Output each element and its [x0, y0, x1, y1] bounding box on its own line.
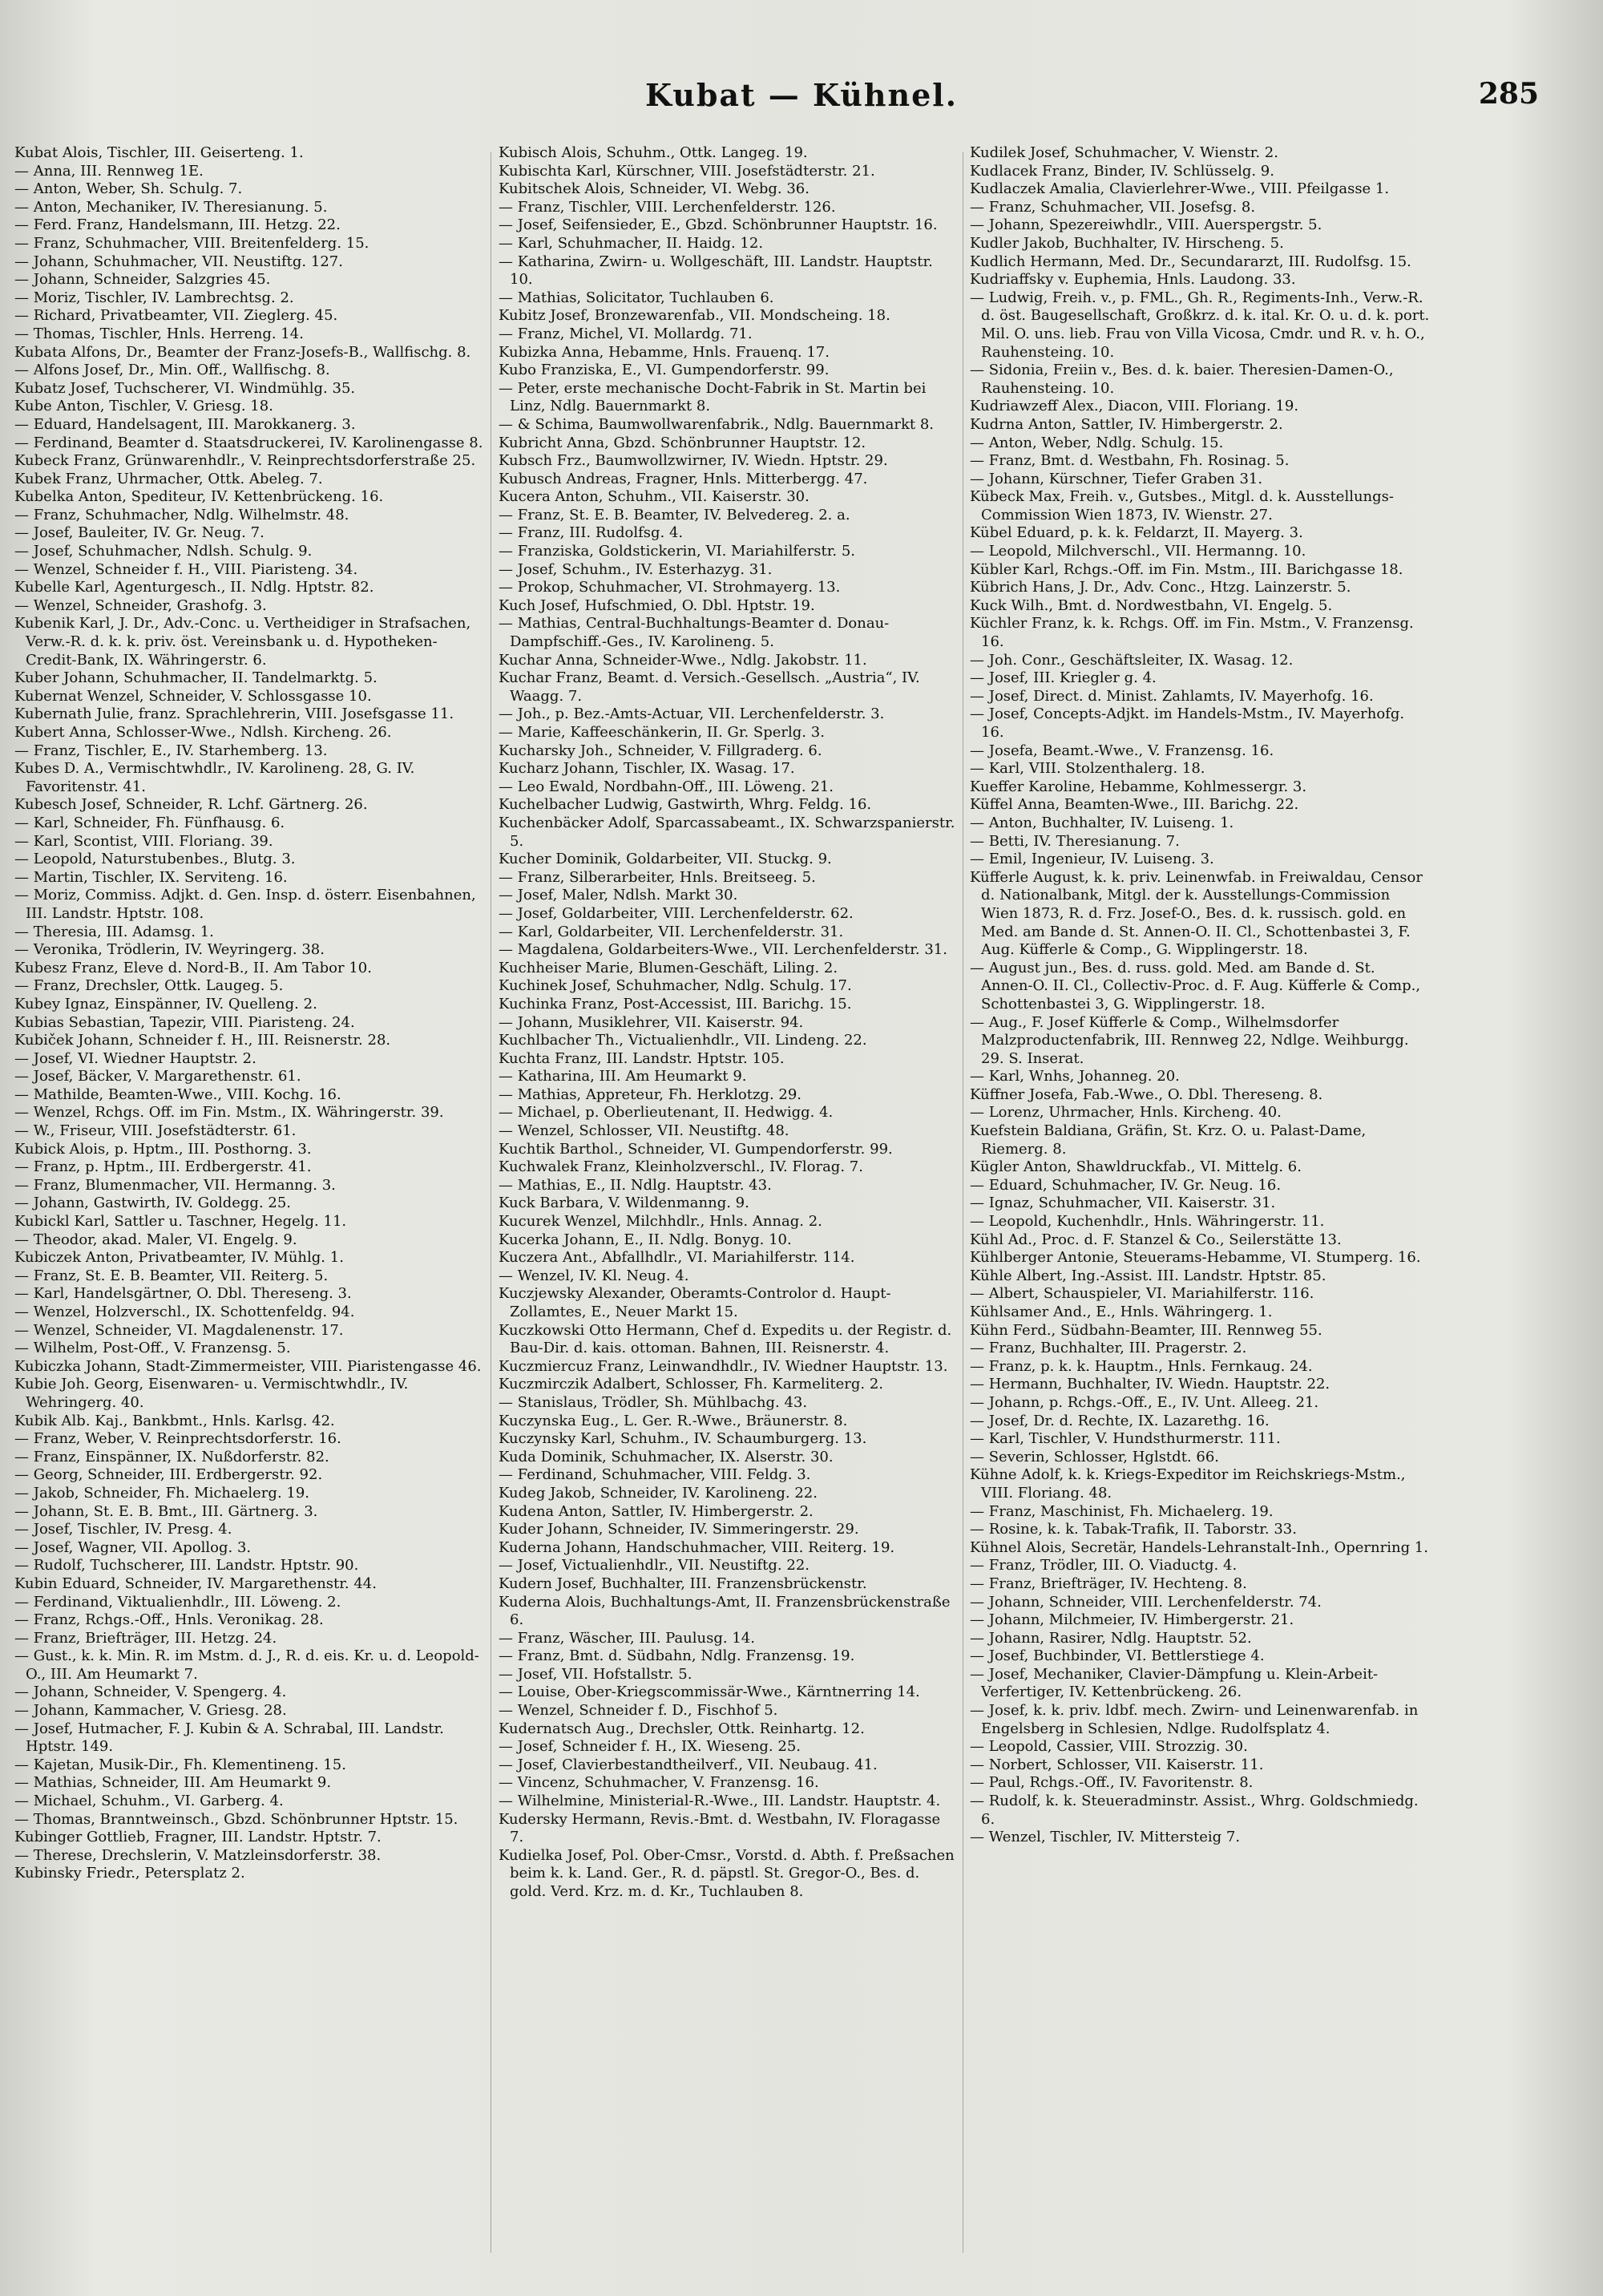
directory-entry: — Franz, Tischler, E., IV. Starhemberg. 13. — [14, 742, 328, 759]
directory-entry: — Franz, III. Rudolfsg. 4. — [499, 524, 684, 542]
directory-entry: Kudlacek Franz, Binder, IV. Schlüsselg. 9. — [970, 162, 1274, 180]
directory-entry: — Franz, Einspänner, IX. Nußdorferstr. 82. — [14, 1448, 329, 1465]
directory-entry: Kudielka Josef, Pol. Ober-Cmsr., Vorstd. d. Abth. f. Preßsachen beim k. k. Land. Ger., R. d. päpstl. St. Gregor-O., Bes. d. gold. Verd. Krz. m. d. Kr., Tuchlauben 8. — [499, 1846, 955, 1900]
directory-entry: — Josef, Buchbinder, VI. Bettlerstiege 4. — [970, 1647, 1265, 1665]
directory-entry: — Kajetan, Musik-Dir., Fh. Klementineng. 15. — [14, 1756, 346, 1773]
directory-entry: Küfferle August, k. k. priv. Leinenwfab. in Freiwaldau, Censor d. Nationalbank, Mitgl. der k. Ausstellungs-Commission Wien 1873, R. d. Frz. Josef-O., Bes. d. k. russisch. gold. en Med. am Bande d. St. Annen-O. II. Cl., Schottenbastei 3, F. Aug. Küfferle & Comp., G. Wipplingerstr. 18. — [970, 868, 1423, 959]
directory-entry: — Wenzel, Schlosser, VII. Neustiftg. 48. — [499, 1122, 789, 1140]
directory-entry: — Albert, Schauspieler, VI. Mariahilferstr. 116. — [970, 1285, 1314, 1303]
directory-entry: Kubricht Anna, Gbzd. Schönbrunner Hauptstr. 12. — [499, 434, 866, 451]
directory-entry: — Josef, Maler, Ndlsh. Markt 30. — [499, 887, 738, 904]
directory-entry: — Leopold, Milchverschl., VII. Hermanng. 10. — [970, 543, 1306, 560]
directory-entry: Kubeck Franz, Grünwarenhdlr., V. Reinprechtsdorferstraße 25. — [14, 452, 476, 470]
directory-entry: Kubenik Karl, J. Dr., Adv.-Conc. u. Vertheidiger in Strafsachen, Verw.-R. d. k. k. priv. öst. Vereinsbank u. d. Hypotheken-Credit-Bank, IX. Währingerstr. 6. — [14, 615, 471, 669]
directory-entry: Kubek Franz, Uhrmacher, Ottk. Abeleg. 7. — [14, 470, 323, 487]
directory-entry: Kubinger Gottlieb, Fragner, III. Landstr. Hptstr. 7. — [14, 1829, 382, 1846]
directory-entry: — Moriz, Commiss. Adjkt. d. Gen. Insp. d. österr. Eisenbahnen, III. Landstr. Hptstr. 108. — [14, 887, 476, 922]
directory-entry: — Ludwig, Freih. v., p. FML., Gh. R., Regiments-Inh., Verw.-R. d. öst. Baugesellschaft, Großkrz. d. k. ital. Kr. O. u. d. k. port. Mil. O. uns. lieb. Frau von Villa Vicosa, Cmdr. und R. v. h. O., Rauhensteing. 10. — [970, 289, 1430, 361]
directory-entry: — Franz, Trödler, III. O. Viaductg. 4. — [970, 1557, 1238, 1574]
directory-entry: — Franz, St. E. B. Beamter, VII. Reiterg. 5. — [14, 1267, 329, 1284]
directory-entry: — Therese, Drechslerin, V. Matzleinsdorferstr. 38. — [14, 1846, 382, 1864]
directory-entry: — Wenzel, Schneider, Grashofg. 3. — [14, 596, 267, 614]
directory-entry: Kuchinka Franz, Post-Accessist, III. Barichg. 15. — [499, 995, 852, 1013]
directory-entry: — Emil, Ingenieur, IV. Luiseng. 3. — [970, 851, 1214, 868]
directory-entry: — Franz, Bmt. d. Westbahn, Fh. Rosinag. 5. — [970, 452, 1290, 470]
directory-entry: Kubickl Karl, Sattler u. Taschner, Hegelg. 11. — [14, 1213, 347, 1231]
directory-entry: — Franz, Schuhmacher, Ndlg. Wilhelmstr. 48. — [14, 506, 349, 523]
directory-entry: — Josef, Bäcker, V. Margarethenstr. 61. — [14, 1068, 301, 1085]
directory-entry: Kudernatsch Aug., Drechsler, Ottk. Reinhartg. 12. — [499, 1720, 865, 1737]
directory-entry: — Leopold, Kuchenhdlr., Hnls. Währingerstr. 11. — [970, 1213, 1325, 1231]
directory-entry: — Moriz, Tischler, IV. Lambrechtsg. 2. — [14, 289, 294, 306]
directory-entry: Kudriaffsky v. Euphemia, Hnls. Laudong. 33. — [970, 271, 1296, 289]
directory-entry: Kühnel Alois, Secretär, Handels-Lehranstalt-Inh., Opernring 1. — [970, 1538, 1428, 1556]
directory-entry: — Richard, Privatbeamter, VII. Zieglerg. 45. — [14, 307, 338, 325]
directory-entry: Kudersky Hermann, Revis.-Bmt. d. Westbahn, IV. Floragasse 7. — [499, 1810, 941, 1846]
directory-entry: Kübeck Max, Freih. v., Gutsbes., Mitgl. d. k. Ausstellungs-Commission Wien 1873, IV. Wienstr. 27. — [970, 488, 1394, 523]
directory-entry: — Johann, Rasirer, Ndlg. Hauptstr. 52. — [970, 1629, 1252, 1647]
directory-entry: Kubinsky Friedr., Petersplatz 2. — [14, 1865, 245, 1882]
directory-entry: — Josef, Bauleiter, IV. Gr. Neug. 7. — [14, 524, 264, 542]
directory-entry: — Wilhelmine, Ministerial-R.-Wwe., III. Landstr. Hauptstr. 4. — [499, 1793, 941, 1810]
directory-entry: — Franz, Wäscher, III. Paulusg. 14. — [499, 1629, 755, 1647]
directory-entry: — Gust., k. k. Min. R. im Mstm. d. J., R. d. eis. Kr. u. d. Leopold-O., III. Am Heumarkt 7. — [14, 1647, 479, 1683]
directory-entry: — Marie, Kaffeeschänkerin, II. Gr. Sperlg. 3. — [499, 724, 825, 741]
directory-entry: Kuczjewsky Alexander, Oberamts-Controlor d. Haupt-Zollamtes, E., Neuer Markt 15. — [499, 1285, 891, 1320]
directory-entry: — Franz, p. k. k. Hauptm., Hnls. Fernkaug. 24. — [970, 1357, 1313, 1375]
directory-entry: Kühlsamer And., E., Hnls. Währingerg. 1. — [970, 1304, 1273, 1320]
directory-entry: — Karl, Schuhmacher, II. Haidg. 12. — [499, 234, 764, 252]
directory-entry: Kubiček Johann, Schneider f. H., III. Reisnerstr. 28. — [14, 1032, 391, 1049]
directory-entry: Kudlich Hermann, Med. Dr., Secundararzt, III. Rudolfsg. 15. — [970, 253, 1411, 270]
directory-entry: — Peter, erste mechanische Docht-Fabrik in St. Martin bei Linz, Ndlg. Bauernmarkt 8. — [499, 379, 927, 415]
directory-entry: — Theresia, III. Adamsg. 1. — [14, 923, 214, 940]
directory-entry: — Eduard, Handelsagent, III. Marokkanerg. 3. — [14, 415, 356, 433]
directory-entry: — Michael, p. Oberlieutenant, II. Hedwigg. 4. — [499, 1104, 834, 1122]
directory-entry: — Johann, Schneider, Salzgries 45. — [14, 271, 271, 289]
directory-entry: Kuderna Johann, Handschuhmacher, VIII. Reiterg. 19. — [499, 1538, 895, 1556]
directory-entry: — Wenzel, IV. Kl. Neug. 4. — [499, 1267, 689, 1284]
directory-entry: — Josef, Schneider f. H., IX. Wieseng. 25. — [499, 1738, 801, 1756]
directory-entry: Kubata Alfons, Dr., Beamter der Franz-Josefs-B., Wallfischg. 8. — [14, 343, 471, 361]
directory-entry: — Franz, Maschinist, Fh. Michaelerg. 19. — [970, 1502, 1274, 1520]
directory-entry: — Karl, Schneider, Fh. Fünfhausg. 6. — [14, 814, 285, 831]
directory-entry: Kubesch Josef, Schneider, R. Lchf. Gärtnerg. 26. — [14, 796, 368, 814]
directory-entry: Kucharsky Joh., Schneider, V. Fillgraderg. 6. — [499, 742, 822, 759]
directory-entry: Kubsch Frz., Baumwollzwirner, IV. Wiedn. Hptstr. 29. — [499, 452, 888, 470]
directory-entry: — Michael, Schuhm., VI. Garberg. 4. — [14, 1793, 284, 1810]
directory-entry: Kubusch Andreas, Fragner, Hnls. Mitterbergg. 47. — [499, 470, 868, 487]
directory-entry: — Franz, Briefträger, IV. Hechteng. 8. — [970, 1574, 1247, 1592]
directory-entry: — Franz, Drechsler, Ottk. Laugeg. 5. — [14, 977, 284, 995]
directory-entry: Kuczkowski Otto Hermann, Chef d. Expedits u. der Registr. d. Bau-Dir. d. kais. ottoman. Bahnen, III. Reisnerstr. 4. — [499, 1321, 952, 1357]
directory-entry: Kudler Jakob, Buchhalter, IV. Hirscheng. 5. — [970, 234, 1284, 252]
directory-entry: — Martin, Tischler, IX. Serviteng. 16. — [14, 868, 288, 886]
directory-entry: — Ferdinand, Schuhmacher, VIII. Feldg. 3. — [499, 1466, 811, 1484]
directory-entry: Kuchta Franz, III. Landstr. Hptstr. 105. — [499, 1049, 785, 1067]
directory-entry: — Eduard, Schuhmacher, IV. Gr. Neug. 16. — [970, 1176, 1282, 1194]
directory-entry: — Johann, Kürschner, Tiefer Graben 31. — [970, 470, 1263, 487]
directory-entry: — Jakob, Schneider, Fh. Michaelerg. 19. — [14, 1484, 310, 1502]
directory-entry: — Franz, Weber, V. Reinprechtsdorferstr. 16. — [14, 1430, 341, 1448]
directory-entry: — Ferd. Franz, Handelsmann, III. Hetzg. 22. — [14, 216, 341, 234]
directory-entry: Kucerka Johann, E., II. Ndlg. Bonyg. 10. — [499, 1231, 792, 1248]
directory-entry: — Veronika, Trödlerin, IV. Weyringerg. 38. — [14, 941, 325, 959]
directory-entry: — Theodor, akad. Maler, VI. Engelg. 9. — [14, 1231, 297, 1248]
directory-entry: Kuchar Anna, Schneider-Wwe., Ndlg. Jakobstr. 11. — [499, 651, 867, 669]
directory-entry: Kuefstein Baldiana, Gräfin, St. Krz. O. u. Palast-Dame, Riemerg. 8. — [970, 1122, 1367, 1158]
directory-entry: Kubischta Karl, Kürschner, VIII. Josefstädterstr. 21. — [499, 162, 875, 180]
directory-entry: — Johann, Schneider, V. Spengerg. 4. — [14, 1684, 287, 1701]
directory-entry: — Johann, Musiklehrer, VII. Kaiserstr. 94. — [499, 1013, 804, 1031]
directory-entry: — Josef, Direct. d. Minist. Zahlamts, IV. Mayerhofg. 16. — [970, 687, 1374, 705]
directory-entry: — Josef, III. Kriegler g. 4. — [970, 669, 1157, 687]
directory-entry: Kueffer Karoline, Hebamme, Kohlmessergr. 3. — [970, 778, 1307, 795]
directory-entry: — Anton, Mechaniker, IV. Theresianung. 5. — [14, 198, 328, 216]
directory-entry: Kudrna Anton, Sattler, IV. Himbergerstr. 2. — [970, 415, 1283, 433]
directory-entry: Kudeg Jakob, Schneider, IV. Karolineng. 22. — [499, 1484, 818, 1502]
directory-entry: Kuczynsky Karl, Schuhm., IV. Schaumburgerg. 13. — [499, 1430, 867, 1448]
directory-entry: Kubert Anna, Schlosser-Wwe., Ndlsh. Kircheng. 26. — [14, 724, 392, 741]
directory-entry: Kuczmiercuz Franz, Leinwandhdlr., IV. Wiedner Hauptstr. 13. — [499, 1357, 948, 1375]
directory-entry: Kucurek Wenzel, Milchhdlr., Hnls. Annag. 2. — [499, 1213, 822, 1231]
directory-entry: Kudena Anton, Sattler, IV. Himbergerstr. 2. — [499, 1502, 814, 1520]
directory-entry: — Leo Ewald, Nordbahn-Off., III. Löweng. 21. — [499, 778, 834, 795]
directory-entry: — Hermann, Buchhalter, IV. Wiedn. Hauptstr. 22. — [970, 1376, 1330, 1393]
directory-entry: — Josef, Schuhm., IV. Esterhazyg. 31. — [499, 560, 773, 578]
directory-entry: — Franz, Bmt. d. Südbahn, Ndlg. Franzensg. 19. — [499, 1647, 855, 1665]
page-header — [32, 77, 1571, 133]
directory-entry: Kubes D. A., Vermischtwhdlr., IV. Karolineng. 28, G. IV. Favoritenstr. 41. — [14, 760, 415, 795]
directory-entry: — Leopold, Cassier, VIII. Strozzig. 30. — [970, 1738, 1248, 1756]
directory-entry: — Rosine, k. k. Tabak-Trafik, II. Taborstr. 33. — [970, 1521, 1297, 1538]
directory-entry: — Anton, Buchhalter, IV. Luiseng. 1. — [970, 814, 1234, 831]
directory-entry: Kügler Anton, Shawldruckfab., VI. Mittelg. 6. — [970, 1158, 1302, 1176]
directory-entry: — Magdalena, Goldarbeiters-Wwe., VII. Lerchenfelderstr. 31. — [499, 941, 947, 959]
directory-entry: — Stanislaus, Trödler, Sh. Mühlbachg. 43. — [499, 1393, 808, 1411]
directory-entry: Kuchtik Barthol., Schneider, VI. Gumpendorferstr. 99. — [499, 1140, 893, 1158]
directory-entry: — Franziska, Goldstickerin, VI. Mariahilferstr. 5. — [499, 543, 856, 560]
directory-entry: Kuczynska Eug., L. Ger. R.-Wwe., Bräunerstr. 8. — [499, 1412, 848, 1429]
directory-entry: Kubatz Josef, Tuchscherer, VI. Windmühlg. 35. — [14, 379, 356, 397]
directory-entry: Kuch Josef, Hufschmied, O. Dbl. Hptstr. 19. — [499, 596, 815, 614]
directory-entry: — Johann, Gastwirth, IV. Goldegg. 25. — [14, 1194, 292, 1212]
running-title: Kubat — Kühnel. — [645, 77, 958, 113]
directory-entry: — Wilhelm, Post-Off., V. Franzensg. 5. — [14, 1340, 291, 1357]
directory-entry: — Sidonia, Freiin v., Bes. d. k. baier. Theresien-Damen-O., Rauhensteing. 10. — [970, 362, 1394, 397]
directory-entry: — Josef, Goldarbeiter, VIII. Lerchenfelderstr. 62. — [499, 904, 854, 922]
directory-entry: Kube Anton, Tischler, V. Griesg. 18. — [14, 398, 273, 415]
directory-entry: Kühne Adolf, k. k. Kriegs-Expeditor im Reichskriegs-Mstm., VIII. Floriang. 48. — [970, 1466, 1406, 1502]
directory-entry: — Josef, Victualienhdlr., VII. Neustiftg. 22. — [499, 1557, 810, 1574]
directory-entry: — August jun., Bes. d. russ. gold. Med. am Bande d. St. Annen-O. II. Cl., Collectiv-Proc. d. F. Aug. Küfferle & Comp., Schottenbastei 3, G. Wipplingerstr. 18. — [970, 959, 1421, 1013]
directory-entry: — Josef, Tischler, IV. Presg. 4. — [14, 1521, 232, 1538]
directory-entry: Kuchlbacher Th., Victualienhdlr., VII. Lindeng. 22. — [499, 1032, 867, 1049]
directory-entry: Kubick Alois, p. Hptm., III. Posthorng. 3. — [14, 1140, 312, 1158]
directory-entry: Kübrich Hans, J. Dr., Adv. Conc., Htzg. Lainzerstr. 5. — [970, 579, 1351, 596]
directory-entry: Kübler Karl, Rchgs.-Off. im Fin. Mstm., III. Barichgasse 18. — [970, 560, 1403, 578]
directory-entry: — Prokop, Schuhmacher, VI. Strohmayerg. 13. — [499, 579, 841, 596]
directory-entry: — Ferdinand, Viktualienhdlr., III. Löweng. 2. — [14, 1593, 341, 1611]
directory-entry: — Johann, Kammacher, V. Griesg. 28. — [14, 1702, 287, 1720]
directory-entry: — Lorenz, Uhrmacher, Hnls. Kircheng. 40. — [970, 1104, 1282, 1122]
directory-entry: — Anna, III. Rennweg 1E. — [14, 162, 204, 180]
directory-entry: Kubo Franziska, E., VI. Gumpendorferstr. 99. — [499, 362, 830, 379]
directory-entry: — Paul, Rchgs.-Off., IV. Favoritenstr. 8. — [970, 1774, 1254, 1792]
directory-entry: — Johann, Schuhmacher, VII. Neustiftg. 127. — [14, 253, 343, 270]
directory-entry: — Severin, Schlosser, Hglstdt. 66. — [970, 1448, 1219, 1465]
directory-entry: Kuck Barbara, V. Wildenmanng. 9. — [499, 1194, 749, 1212]
directory-entry: — Johann, Spezereiwhdlr., VIII. Auerspergstr. 5. — [970, 216, 1322, 234]
directory-entry: — & Schima, Baumwollwarenfabrik., Ndlg. Bauernmarkt 8. — [499, 415, 935, 433]
directory-entry: — Anton, Weber, Ndlg. Schulg. 15. — [970, 434, 1224, 451]
directory-entry: Kuber Johann, Schuhmacher, II. Tandelmarktg. 5. — [14, 669, 378, 687]
directory-entry: — Katharina, III. Am Heumarkt 9. — [499, 1068, 747, 1085]
directory-entry: Kubelle Karl, Agenturgesch., II. Ndlg. Hptstr. 82. — [14, 579, 374, 596]
directory-entry: — Anton, Weber, Sh. Schulg. 7. — [14, 180, 243, 198]
directory-entry: — Joh., p. Bez.-Amts-Actuar, VII. Lerchenfelderstr. 3. — [499, 705, 885, 723]
directory-entry: — Mathilde, Beamten-Wwe., VIII. Kochg. 16. — [14, 1085, 341, 1103]
directory-entry: Küffner Josefa, Fab.-Wwe., O. Dbl. Thereseng. 8. — [970, 1085, 1323, 1103]
directory-entry: Küchler Franz, k. k. Rchgs. Off. im Fin. Mstm., V. Franzensg. 16. — [970, 615, 1414, 651]
directory-entry: — Mathias, E., II. Ndlg. Hauptstr. 43. — [499, 1176, 772, 1194]
directory-entry: Kuchheiser Marie, Blumen-Geschäft, Liling. 2. — [499, 959, 838, 976]
directory-entry: — Franz, Schuhmacher, VII. Josefsg. 8. — [970, 198, 1256, 216]
directory-entry: Kubernath Julie, franz. Sprachlehrerin, VIII. Josefsgasse 11. — [14, 705, 454, 723]
directory-entry: — Betti, IV. Theresianung. 7. — [970, 832, 1180, 850]
directory-entry: — Karl, Goldarbeiter, VII. Lerchenfelderstr. 31. — [499, 923, 844, 940]
directory-entry: Kubisch Alois, Schuhm., Ottk. Langeg. 19. — [499, 144, 808, 161]
directory-entry: Kuchinek Josef, Schuhmacher, Ndlg. Schulg. 17. — [499, 977, 852, 995]
directory-entry: — Aug., F. Josef Küfferle & Comp., Wilhelmsdorfer Malzproductenfabrik, III. Rennweg 22, Ndlge. Weihburgg. 29. S. Inserat. — [970, 1013, 1409, 1067]
directory-entry: Kucera Anton, Schuhm., VII. Kaiserstr. 30. — [499, 488, 810, 506]
directory-entry: Kubik Alb. Kaj., Bankbmt., Hnls. Karlsg. 42. — [14, 1412, 335, 1429]
directory-entry: Kuder Johann, Schneider, IV. Simmeringerstr. 29. — [499, 1521, 859, 1538]
directory-entry: — Mathias, Central-Buchhaltungs-Beamter d. Donau-Dampfschiff.-Ges., IV. Karolineng. 5. — [499, 615, 890, 651]
directory-entry: — Mathias, Schneider, III. Am Heumarkt 9. — [14, 1774, 332, 1792]
directory-entry: — Leopold, Naturstubenbes., Blutg. 3. — [14, 851, 296, 868]
directory-entry: — Karl, VIII. Stolzenthalerg. 18. — [970, 760, 1205, 778]
column-left — [14, 144, 486, 2261]
directory-entry: Kubizka Anna, Hebamme, Hnls. Frauenq. 17. — [499, 343, 830, 361]
directory-entry: — Georg, Schneider, III. Erdbergerstr. 92. — [14, 1466, 323, 1484]
directory-entry: Kubelka Anton, Spediteur, IV. Kettenbrückeng. 16. — [14, 488, 384, 506]
directory-entry: — Josef, Seifensieder, E., Gbzd. Schönbrunner Hauptstr. 16. — [499, 216, 938, 234]
directory-entry: Kucharz Johann, Tischler, IX. Wasag. 17. — [499, 760, 795, 778]
directory-entry: Kuchelbacher Ludwig, Gastwirth, Whrg. Feldg. 16. — [499, 796, 872, 814]
directory-entry: Kubin Eduard, Schneider, IV. Margarethenstr. 44. — [14, 1574, 377, 1592]
directory-entry: Kubitschek Alois, Schneider, VI. Webg. 36. — [499, 180, 810, 198]
directory-entry: — Thomas, Tischler, Hnls. Herreng. 14. — [14, 325, 304, 342]
directory-entry: Kühn Ferd., Südbahn-Beamter, III. Rennweg 55. — [970, 1321, 1322, 1339]
directory-entry: — Josef, Schuhmacher, Ndlsh. Schulg. 9. — [14, 543, 313, 560]
directory-entry: Kubey Ignaz, Einspänner, IV. Quelleng. 2. — [14, 995, 317, 1013]
directory-entry: Kudilek Josef, Schuhmacher, V. Wienstr. 2. — [970, 144, 1278, 161]
directory-entry: — Wenzel, Schneider, VI. Magdalenenstr. 17. — [14, 1321, 344, 1339]
directory-entry: — Ferdinand, Beamter d. Staatsdruckerei, IV. Karolinengasse 8. — [14, 434, 483, 451]
directory-entry: — Josef, VI. Wiedner Hauptstr. 2. — [14, 1049, 256, 1067]
directory-entry: — Josef, Concepts-Adjkt. im Handels-Mstm., IV. Mayerhofg. 16. — [970, 705, 1405, 741]
directory-entry: — Franz, Briefträger, III. Hetzg. 24. — [14, 1629, 277, 1647]
directory-entry: — Josefa, Beamt.-Wwe., V. Franzensg. 16. — [970, 742, 1274, 759]
directory-entry: — Josef, Dr. d. Rechte, IX. Lazarethg. 16. — [970, 1412, 1270, 1429]
directory-entry: Kucher Dominik, Goldarbeiter, VII. Stuckg. 9. — [499, 851, 832, 868]
directory-entry: — Alfons Josef, Dr., Min. Off., Wallfischg. 8. — [14, 362, 330, 379]
directory-entry: — Franz, Silberarbeiter, Hnls. Breitseeg. 5. — [499, 868, 816, 886]
directory-entry: — Norbert, Schlosser, VII. Kaiserstr. 11. — [970, 1756, 1264, 1773]
directory-entry: Kudriawzeff Alex., Diacon, VIII. Floriang. 19. — [970, 398, 1299, 415]
directory-entry: Kubiczek Anton, Privatbeamter, IV. Mühlg. 1. — [14, 1249, 344, 1267]
directory-entry: Kubie Joh. Georg, Eisenwaren- u. Vermischtwhdlr., IV. Wehringerg. 40. — [14, 1376, 409, 1411]
directory-entry: Kuczera Ant., Abfallhdlr., VI. Mariahilferstr. 114. — [499, 1249, 855, 1267]
directory-entry: — Josef, VII. Hofstallstr. 5. — [499, 1665, 692, 1683]
directory-entry: — Karl, Handelsgärtner, O. Dbl. Thereseng. 3. — [14, 1285, 352, 1303]
directory-entry: Kühlberger Antonie, Steuerams-Hebamme, VI. Stumperg. 16. — [970, 1249, 1421, 1267]
directory-entry: — Josef, Mechaniker, Clavier-Dämpfung u. Klein-Arbeit-Verfertiger, IV. Kettenbrückeng. 26. — [970, 1665, 1379, 1701]
directory-entry: Kubernat Wenzel, Schneider, V. Schlossgasse 10. — [14, 687, 372, 705]
directory-entry: — Rudolf, k. k. Steueradminstr. Assist., Whrg. Goldschmiedg. 6. — [970, 1793, 1419, 1828]
directory-entry: — Franz, p. Hptm., III. Erdbergerstr. 41. — [14, 1158, 312, 1176]
directory-entry: Kuchenbäcker Adolf, Sparcassabeamt., IX. Schwarzspanierstr. 5. — [499, 814, 955, 850]
directory-entry: — Josef, Clavierbestandtheilverf., VII. Neubaug. 41. — [499, 1756, 878, 1773]
directory-entry: — Franz, Schuhmacher, VIII. Breitenfelderg. 15. — [14, 234, 369, 252]
directory-entry: — Karl, Scontist, VIII. Floriang. 39. — [14, 832, 273, 850]
directory-entry: — Franz, St. E. B. Beamter, IV. Belvedereg. 2. a. — [499, 506, 850, 523]
directory-entry: — Karl, Wnhs, Johanneg. 20. — [970, 1068, 1180, 1085]
column-right — [970, 144, 1430, 2261]
directory-entry: — Johann, p. Rchgs.-Off., E., IV. Unt. Alleeg. 21. — [970, 1393, 1319, 1411]
directory-entry: — Franz, Michel, VI. Mollardg. 71. — [499, 325, 753, 342]
directory-entry: — Johann, Schneider, VIII. Lerchenfelderstr. 74. — [970, 1593, 1322, 1611]
directory-entry: — Wenzel, Schneider f. H., VIII. Piaristeng. 34. — [14, 560, 358, 578]
directory-entry: — Johann, St. E. B. Bmt., III. Gärtnerg. 3. — [14, 1502, 318, 1520]
directory-entry: Kubat Alois, Tischler, III. Geiserteng. 1. — [14, 144, 304, 161]
directory-entry: Kühl Ad., Proc. d. F. Stanzel & Co., Seilerstätte 13. — [970, 1231, 1342, 1248]
directory-entry: — Wenzel, Schneider f. D., Fischhof 5. — [499, 1702, 778, 1720]
directory-entry: Kuczmirczik Adalbert, Schlosser, Fh. Karmeliterg. 2. — [499, 1376, 884, 1393]
directory-entry: Kuderna Alois, Buchhaltungs-Amt, II. Franzensbrückenstraße 6. — [499, 1593, 951, 1629]
directory-entry: — Wenzel, Tischler, IV. Mittersteig 7. — [970, 1829, 1241, 1846]
directory-entry: — Mathias, Solicitator, Tuchlauben 6. — [499, 289, 774, 306]
directory-entry: Kuck Wilh., Bmt. d. Nordwestbahn, VI. Engelg. 5. — [970, 596, 1333, 614]
directory-entry: — Mathias, Appreteur, Fh. Herklotzg. 29. — [499, 1085, 802, 1103]
directory-entry: Kudern Josef, Buchhalter, III. Franzensbrückenstr. — [499, 1574, 867, 1592]
directory-entry: Kuda Dominik, Schuhmacher, IX. Alserstr. 30. — [499, 1448, 834, 1465]
directory-entry: — Johann, Milchmeier, IV. Himbergerstr. 21. — [970, 1611, 1294, 1629]
directory-entry: — Franz, Buchhalter, III. Pragerstr. 2. — [970, 1340, 1247, 1357]
directory-entry: — Ignaz, Schuhmacher, VII. Kaiserstr. 31. — [970, 1194, 1276, 1212]
directory-entry: — Joh. Conr., Geschäftsleiter, IX. Wasag. 12. — [970, 651, 1294, 669]
directory-entry: — Wenzel, Holzverschl., IX. Schottenfeldg. 94. — [14, 1304, 355, 1320]
directory-entry: Kubesz Franz, Eleve d. Nord-B., II. Am Tabor 10. — [14, 959, 372, 976]
directory-entry: — W., Friseur, VIII. Josefstädterstr. 61. — [14, 1122, 297, 1140]
directory-entry: Kubias Sebastian, Tapezir, VIII. Piaristeng. 24. — [14, 1013, 355, 1031]
directory-entry: — Franz, Tischler, VIII. Lerchenfelderstr. 126. — [499, 198, 836, 216]
directory-entry: — Rudolf, Tuchscherer, III. Landstr. Hptstr. 90. — [14, 1557, 359, 1574]
directory-entry: Küffel Anna, Beamten-Wwe., III. Barichg. 22. — [970, 796, 1299, 814]
directory-entry: — Franz, Rchgs.-Off., Hnls. Veronikag. 28. — [14, 1611, 324, 1629]
directory-entry: — Karl, Tischler, V. Hundsthurmerstr. 111. — [970, 1430, 1281, 1448]
directory-entry: — Katharina, Zwirn- u. Wollgeschäft, III. Landstr. Hauptstr. 10. — [499, 253, 933, 289]
directory-entry: — Wenzel, Rchgs. Off. im Fin. Mstm., IX. Währingerstr. 39. — [14, 1104, 444, 1122]
page-number: 285 — [1478, 77, 1539, 111]
directory-entry: Kübel Eduard, p. k. k. Feldarzt, II. Mayerg. 3. — [970, 524, 1303, 542]
directory-entry: Kühle Albert, Ing.-Assist. III. Landstr. Hptstr. 85. — [970, 1267, 1326, 1284]
directory-entry: Kubiczka Johann, Stadt-Zimmermeister, VIII. Piaristengasse 46. — [14, 1357, 482, 1375]
directory-entry: Kudlaczek Amalia, Clavierlehrer-Wwe., VIII. Pfeilgasse 1. — [970, 180, 1390, 198]
directory-entry: — Franz, Blumenmacher, VII. Hermanng. 3. — [14, 1176, 336, 1194]
directory-entry: — Louise, Ober-Kriegscommissär-Wwe., Kärntnerring 14. — [499, 1684, 920, 1701]
directory-entry: — Thomas, Branntweinsch., Gbzd. Schönbrunner Hptstr. 15. — [14, 1810, 458, 1828]
directory-entry: — Vincenz, Schuhmacher, V. Franzensg. 16. — [499, 1774, 819, 1792]
directory-entry: — Josef, Hutmacher, F. J. Kubin & A. Schrabal, III. Landstr. Hptstr. 149. — [14, 1720, 444, 1756]
directory-entry: Kuchwalek Franz, Kleinholzverschl., IV. Florag. 7. — [499, 1158, 863, 1176]
directory-entry: Kubitz Josef, Bronzewarenfab., VII. Mondscheing. 18. — [499, 307, 890, 325]
directory-entry: — Josef, k. k. priv. ldbf. mech. Zwirn- und Leinenwarenfab. in Engelsberg in Schlesien, Ndlge. Rudolfsplatz 4. — [970, 1702, 1419, 1737]
column-middle — [499, 144, 957, 2261]
directory-entry: Kuchar Franz, Beamt. d. Versich.-Gesellsch. „Austria“, IV. Waagg. 7. — [499, 669, 920, 705]
directory-entry: — Josef, Wagner, VII. Apollog. 3. — [14, 1538, 252, 1556]
